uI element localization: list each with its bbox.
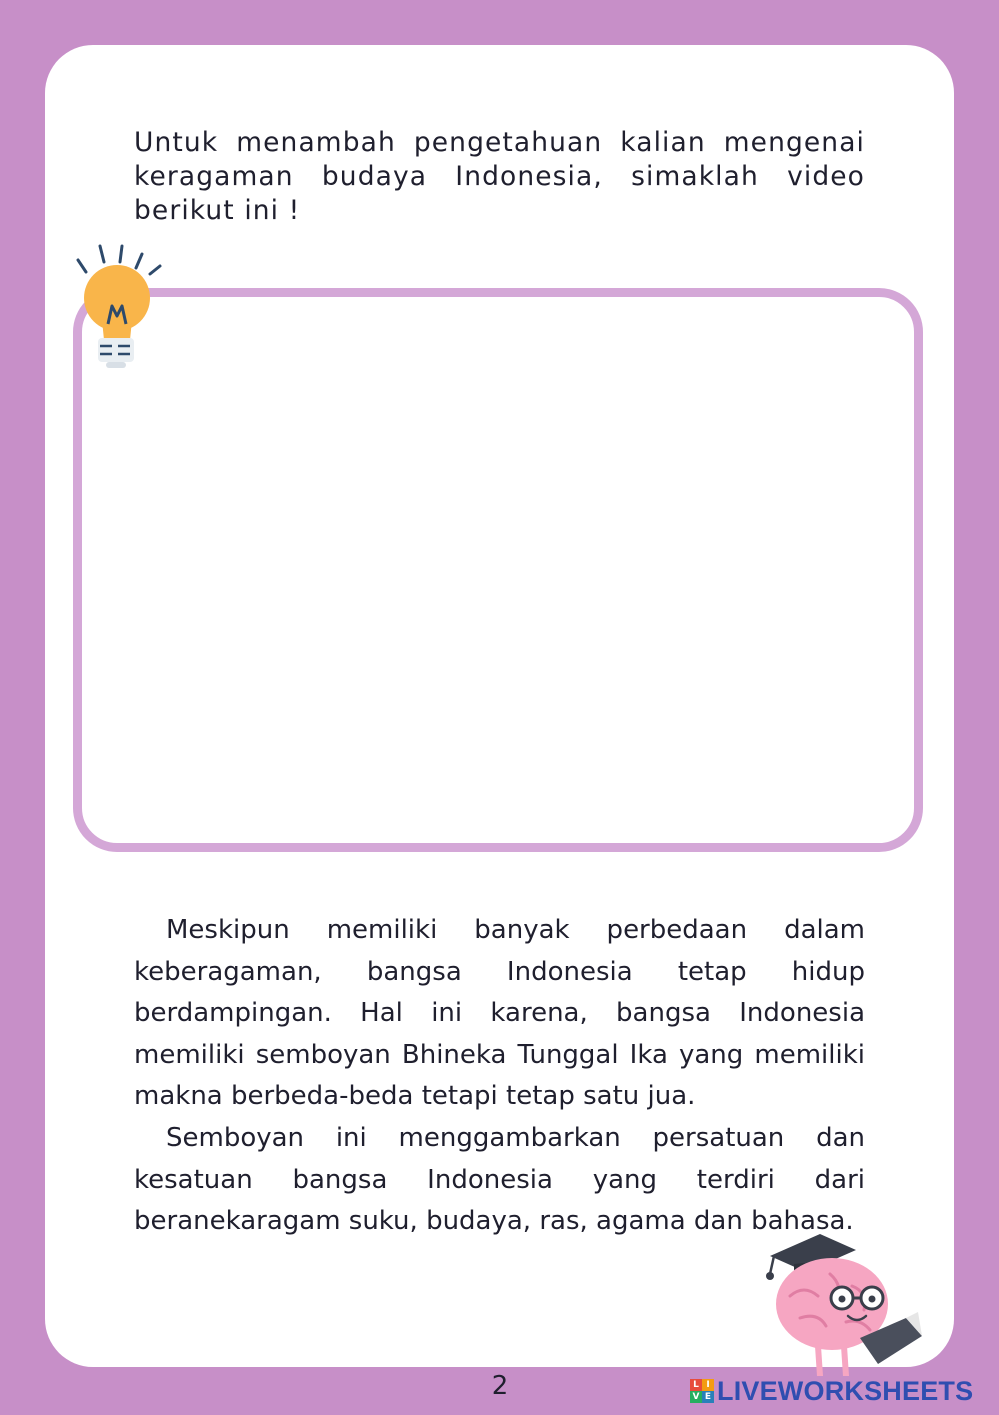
brain-mascot-icon	[760, 1226, 930, 1376]
body-text	[134, 910, 865, 1243]
lightbulb-icon	[72, 240, 168, 372]
badge-letter-e: E	[702, 1391, 714, 1403]
liveworksheets-logo	[690, 1374, 973, 1408]
liveworksheets-badge-icon	[690, 1379, 714, 1403]
video-frame[interactable]	[73, 288, 923, 852]
badge-letter-i: I	[702, 1379, 714, 1391]
liveworksheets-wordmark: LIVEWORKSHEETS	[717, 1375, 974, 1406]
intro-text: Untuk menambah pengetahuan kalian mengenai keragaman budaya Indonesia, simaklah video berikut ini !	[134, 127, 865, 226]
paragraph-1: Meskipun memiliki banyak perbedaan dalam keberagaman, bangsa Indonesia tetap hidup berdampingan. Hal ini karena, bangsa Indonesia memiliki semboyan Bhineka Tunggal Ika yang memiliki makna berbeda-beda tetapi tetap satu jua.	[134, 915, 865, 1112]
paragraph-2: Semboyan ini menggambarkan persatuan dan kesatuan bangsa Indonesia yang terdiri dari beranekaragam suku, budaya, ras, agama dan bahasa.	[134, 1122, 865, 1237]
badge-letter-l: L	[690, 1379, 702, 1391]
page-number: 2	[491, 1371, 509, 1401]
badge-letter-v: V	[690, 1391, 702, 1403]
